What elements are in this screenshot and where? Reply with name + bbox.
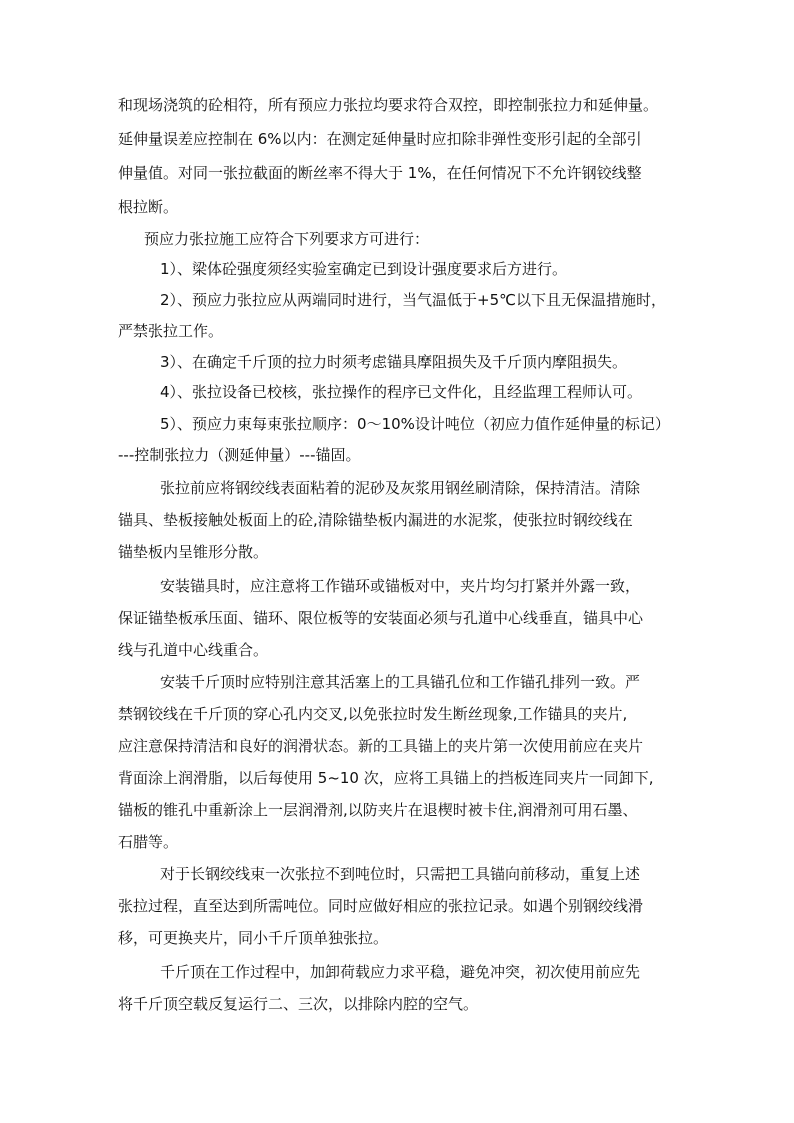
text-line-15: 锚垫板内呈锥形分散。 <box>118 543 269 561</box>
text-line-25: 对于长钢绞线束一次张拉不到吨位时，只需把工具锚向前移动，重复上述 <box>160 865 641 883</box>
text-line-27: 移，可更换夹片，同小千斤顶单独张拉。 <box>118 929 389 947</box>
text-line-13: 张拉前应将钢绞线表面粘着的泥砂及灰浆用钢丝刷清除，保持清洁。清除 <box>160 479 641 497</box>
text-line-10: 4）、张拉设备已校核，张拉操作的程序已文件化，且经监理工程师认可。 <box>160 383 643 401</box>
text-line-22: 背面涂上润滑脂，以后每使用 5~10 次，应将工具锚上的挡板连同夹片一同卸下, <box>118 769 654 787</box>
text-line-4: 根拉断。 <box>118 198 179 216</box>
text-line-2: 延伸量误差应控制在 6%以内：在测定延伸量时应扣除非弹性变形引起的全部引 <box>118 130 642 148</box>
text-line-20: 禁钢铰线在千斤顶的穿心孔内交叉,以免张拉时发生断丝现象,工作锚具的夹片, <box>118 705 628 723</box>
text-line-28: 千斤顶在工作过程中，加卸荷载应力求平稳，避免冲突，初次使用前应先 <box>160 963 641 981</box>
text-line-16: 安装锚具时，应注意将工作锚环或锚板对中，夹片均匀打紧并外露一致， <box>160 577 641 595</box>
text-line-7: 2）、预应力张拉应从两端同时进行，当气温低于+5℃以下且无保温措施时， <box>160 291 667 309</box>
text-line-23: 锚板的锥孔中重新涂上一层润滑剂,以防夹片在退楔时被卡住,润滑剂可用石墨、 <box>118 801 638 819</box>
text-line-17: 保证锚垫板承压面、锚环、限位板等的安装面必须与孔道中心线垂直，锚具中心 <box>118 609 644 627</box>
text-line-3: 伸量值。对同一张拉截面的断丝率不得大于 1%，在任何情况下不允许钢铰线整 <box>118 164 642 182</box>
text-line-1: 和现场浇筑的砼相符，所有预应力张拉均要求符合双控，即控制张拉力和延伸量。 <box>118 96 659 114</box>
text-line-11: 5）、预应力束每束张拉顺序：0～10%设计吨位（初应力值作延伸量的标记） <box>160 415 670 433</box>
text-line-26: 张拉过程，直至达到所需吨位。同时应做好相应的张拉记录。如遇个别钢绞线滑 <box>118 897 644 915</box>
text-line-29: 将千斤顶空载反复运行二、三次，以排除内腔的空气。 <box>118 995 479 1013</box>
text-line-8: 严禁张拉工作。 <box>118 322 224 340</box>
text-line-6: 1）、梁体砼强度须经实验室确定已到设计强度要求后方进行。 <box>160 260 568 278</box>
text-line-24: 石腊等。 <box>118 833 179 851</box>
text-line-5: 预应力张拉施工应符合下列要求方可进行： <box>144 230 430 248</box>
text-line-18: 线与孔道中心线重合。 <box>118 641 269 659</box>
text-line-19: 安装千斤顶时应特别注意其活塞上的工具锚孔位和工作锚孔排列一致。严 <box>160 673 641 691</box>
text-line-12: ---控制张拉力（测延伸量）---锚固。 <box>118 446 361 464</box>
text-line-9: 3）、在确定千斤顶的拉力时须考虑锚具摩阻损失及千斤顶内摩阻损失。 <box>160 353 628 371</box>
text-line-21: 应注意保持清洁和良好的润滑状态。新的工具锚上的夹片第一次使用前应在夹片 <box>118 737 644 755</box>
text-line-14: 锚具、垫板接触处板面上的砼,清除锚垫板内漏进的水泥浆，使张拉时钢绞线在 <box>118 511 633 529</box>
